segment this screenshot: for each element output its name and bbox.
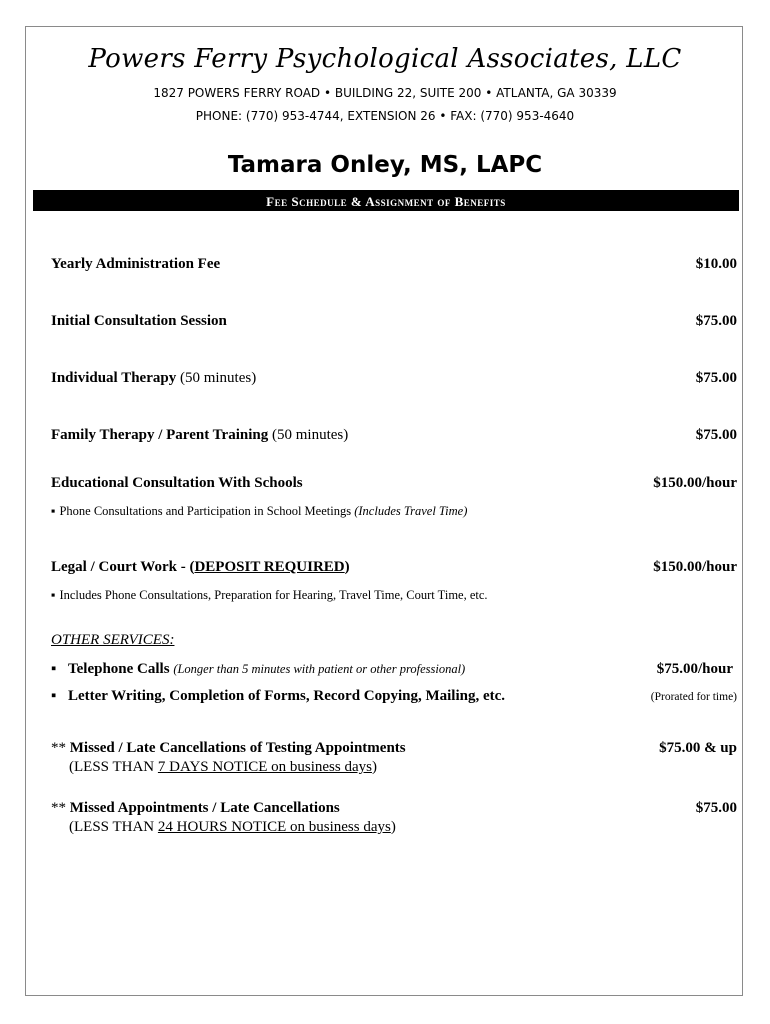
cancellation-appointments — [51, 800, 737, 836]
fee-row-legal-court — [51, 559, 737, 576]
fee-price: $75.00 — [695, 370, 737, 386]
fee-price: $75.00 — [695, 313, 737, 329]
double-asterisk: ** — [51, 800, 66, 816]
service-detail: (Longer than 5 minutes with patient or other professional) — [173, 662, 466, 676]
double-asterisk: ** — [51, 740, 66, 756]
square-bullet-icon: ▪ — [51, 661, 57, 677]
fee-label: Yearly Administration Fee — [51, 256, 221, 272]
cancellation-price: $75.00 — [695, 800, 737, 816]
fee-detail: (50 minutes) — [272, 427, 349, 443]
fee-label: Family Therapy / Parent Training — [51, 427, 269, 443]
fee-row-individual-therapy — [51, 370, 737, 387]
cancellation-notice: (LESS THAN 24 HOURS NOTICE on business days) — [69, 819, 396, 835]
note-italic: (Includes Travel Time) — [354, 504, 468, 518]
cancellation-testing — [51, 740, 737, 776]
fee-price: $150.00/hour — [653, 475, 737, 491]
note-text: Phone Consultations and Participation in School Meetings — [59, 504, 352, 518]
note-text: Includes Phone Consultations, Preparation for Hearing, Travel Time, Court Time, etc. — [59, 588, 488, 602]
fee-detail: (50 minutes) — [179, 370, 257, 386]
fee-schedule-banner: Fee Schedule & Assignment of Benefits — [33, 190, 739, 211]
fee-price: $150.00/hour — [653, 559, 737, 575]
deposit-required-text: DEPOSIT REQUIRED — [194, 559, 345, 575]
fee-row-admin — [51, 256, 737, 273]
cancellation-label: Missed / Late Cancellations of Testing Appointments — [69, 740, 406, 756]
fee-label: Initial Consultation Session — [51, 313, 227, 329]
fee-label: Legal / Court Work - (DEPOSIT REQUIRED) — [51, 559, 350, 575]
fee-price: $10.00 — [695, 256, 737, 272]
fee-note-legal — [51, 588, 691, 603]
service-row-letter-writing — [51, 688, 737, 705]
practice-name: Powers Ferry Psychological Associates, LLC — [88, 44, 682, 74]
service-price: $75.00/hour — [656, 661, 733, 677]
fee-price: $75.00 — [695, 427, 737, 443]
practice-phone-fax: PHONE: (770) 953-4744, EXTENSION 26 • FAX: (770) 953-4640 — [195, 109, 575, 123]
fee-label: Educational Consultation With Schools — [51, 475, 303, 491]
cancellation-label: Missed Appointments / Late Cancellations — [69, 800, 340, 816]
fee-row-educational-consultation — [51, 475, 737, 492]
square-bullet-icon: ▪ — [51, 504, 56, 518]
service-row-telephone — [51, 661, 737, 678]
practice-address: 1827 POWERS FERRY ROAD • BUILDING 22, SUITE 200 • ATLANTA, GA 30339 — [153, 86, 617, 100]
fee-note-educational — [51, 504, 691, 519]
fee-row-family-therapy — [51, 427, 737, 444]
cancellation-price: $75.00 & up — [659, 740, 737, 756]
square-bullet-icon: ▪ — [51, 588, 56, 602]
service-price: (Prorated for time) — [650, 691, 737, 703]
clinician-name: Tamara Onley, MS, LAPC — [227, 152, 543, 178]
service-label: Letter Writing, Completion of Forms, Record Copying, Mailing, etc. — [68, 688, 506, 704]
other-services-heading: OTHER SERVICES: — [51, 632, 175, 648]
fee-label: Individual Therapy — [51, 370, 177, 386]
service-label: Telephone Calls — [68, 661, 170, 677]
fee-row-initial-consultation — [51, 313, 737, 330]
cancellation-notice: (LESS THAN 7 DAYS NOTICE on business days) — [69, 759, 377, 775]
square-bullet-icon: ▪ — [51, 688, 57, 704]
